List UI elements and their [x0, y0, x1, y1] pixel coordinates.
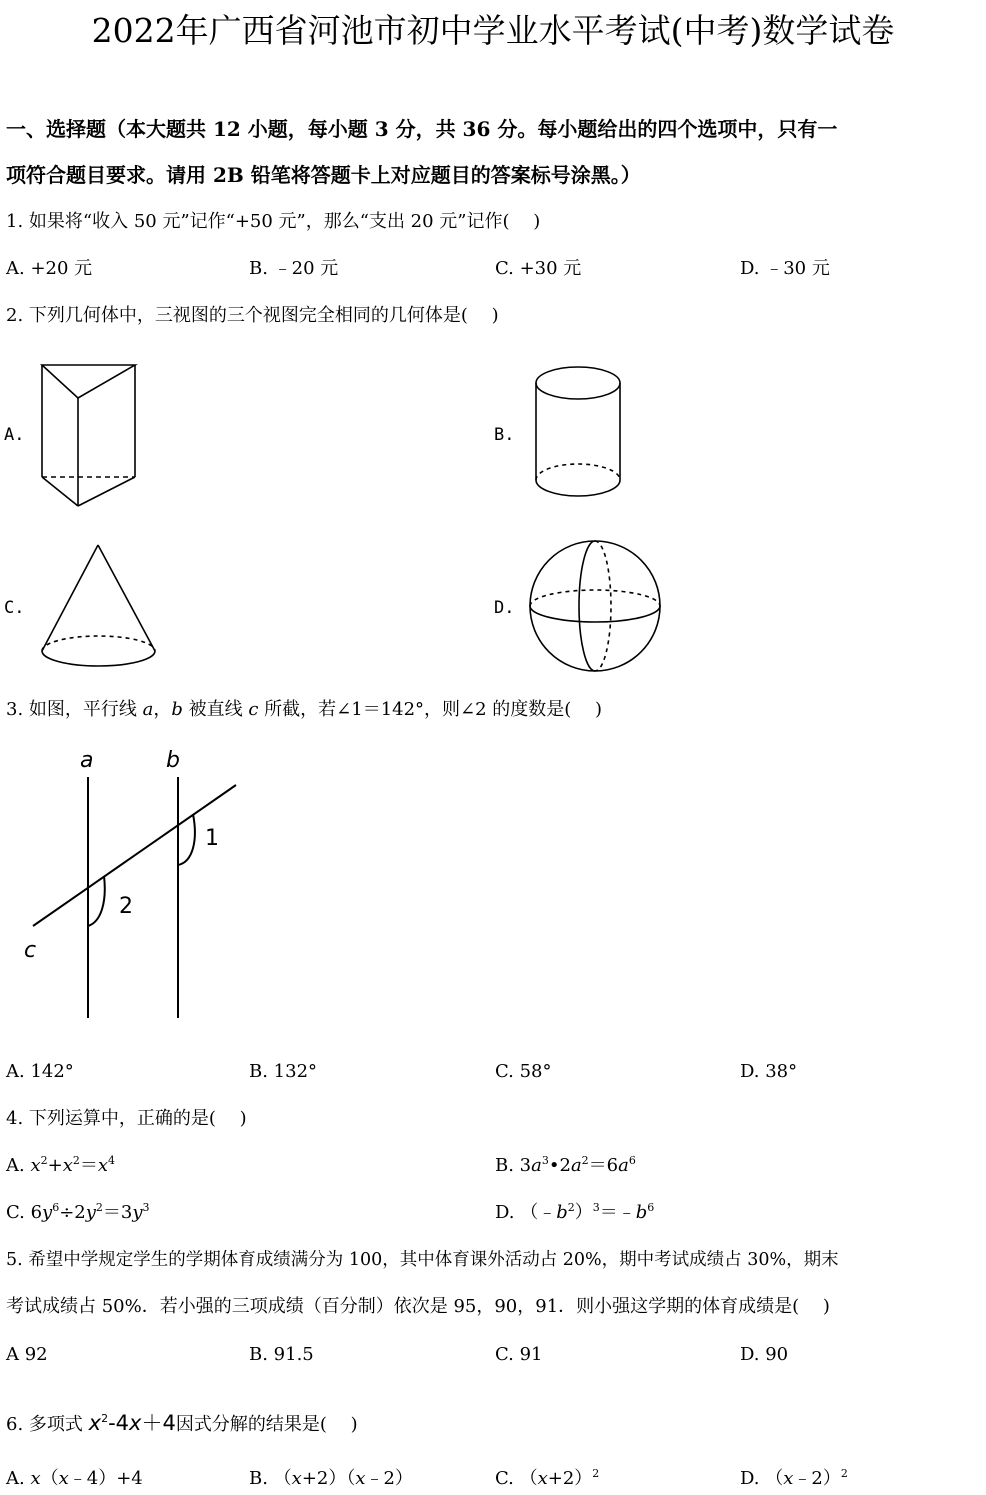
- section-heading-line1: 一、选择题（本大题共 12 小题，每小题 3 分，共 36 分。每小题给出的四个选项中，只有一: [6, 117, 838, 141]
- question-5-line2: 考试成绩占 50%．若小强的三项成绩（百分制）依次是 95，90，91．则小强这学期的体育成绩是( ): [6, 1296, 830, 1317]
- figure-label-c: c: [24, 938, 37, 963]
- question-3-option-b: B. 132°: [249, 1061, 318, 1082]
- question-2-label-d: D.: [494, 598, 515, 618]
- question-2-stem: 2. 下列几何体中，三视图的三个视图完全相同的几何体是( ): [6, 305, 499, 326]
- angle-1-arc: [178, 814, 195, 865]
- question-3-option-d: D. 38°: [740, 1061, 798, 1082]
- question-2-label-b: B.: [494, 425, 515, 445]
- question-5-line1: 5. 希望中学规定学生的学期体育成绩满分为 100，其中体育课外活动占 20%，期中考试成绩占 30%，期末: [6, 1250, 839, 1270]
- question-6-option-b: B. （x+2）（x﹣2）: [249, 1468, 413, 1489]
- question-4-option-d: D. $(﹣b^2)^3=﹣b^6$: [495, 1201, 655, 1223]
- question-6-stem: 6. 多项式 $x^2-4x+4$因式分解的结果是( ): [6, 1411, 358, 1435]
- section-heading-line2: 项符合题目要求。请用 2B 铅笔将答题卡上对应题目的答案标号涂黑。）: [6, 163, 641, 187]
- page-title: 2022年广西省河池市初中学业水平考试(中考)数学试卷: [91, 11, 895, 50]
- question-5-option-c: C. 91: [495, 1344, 543, 1365]
- question-3-stem: 3. 如图，平行线 a，b 被直线 c 所截，若∠1＝142°，则∠2 的度数是( ): [6, 699, 603, 720]
- figure-label-angle-1: 1: [205, 826, 219, 851]
- question-6-option-a: A. x（x﹣4）+4: [6, 1468, 143, 1489]
- figure-label-a: a: [80, 748, 94, 773]
- question-2-label-c: C.: [4, 598, 25, 618]
- question-1-option-d: D. ﹣30 元: [740, 258, 830, 279]
- question-6-option-c: C. $(x+2)^2$: [495, 1467, 600, 1489]
- question-2-label-a: A.: [4, 425, 25, 445]
- question-4-option-a: A. $x^2+x^2=x^4$: [6, 1154, 116, 1176]
- question-1-option-a: A. +20 元: [6, 258, 93, 279]
- figure-label-angle-2: 2: [119, 894, 133, 919]
- figure-label-b: b: [166, 748, 180, 773]
- question-1-option-b: B. ﹣20 元: [249, 258, 339, 279]
- question-5-option-a: A 92: [6, 1344, 48, 1365]
- question-3-option-a: A. 142°: [6, 1061, 74, 1082]
- question-5-option-d: D. 90: [740, 1344, 789, 1365]
- polynomial-expression: $x^2-4x+4$: [88, 1411, 176, 1435]
- question-4-stem: 4. 下列运算中，正确的是( ): [6, 1108, 247, 1129]
- line-c: [33, 785, 236, 926]
- question-4-option-b: B. $3a^3•2a^2=6a^6$: [495, 1154, 636, 1176]
- question-5-option-b: B. 91.5: [249, 1344, 314, 1365]
- question-3-option-c: C. 58°: [495, 1061, 552, 1082]
- angle-2-arc: [88, 876, 105, 926]
- question-1-option-c: C. +30 元: [495, 258, 582, 279]
- question-1-stem: 1. 如果将“收入 50 元”记作“+50 元”，那么“支出 20 元”记作( ): [6, 211, 541, 232]
- question-4-option-c: C. $6y^6\div 2y^2=3y^3$: [6, 1201, 150, 1223]
- question-6-option-d: D. （x﹣2）$^2$: [740, 1467, 848, 1489]
